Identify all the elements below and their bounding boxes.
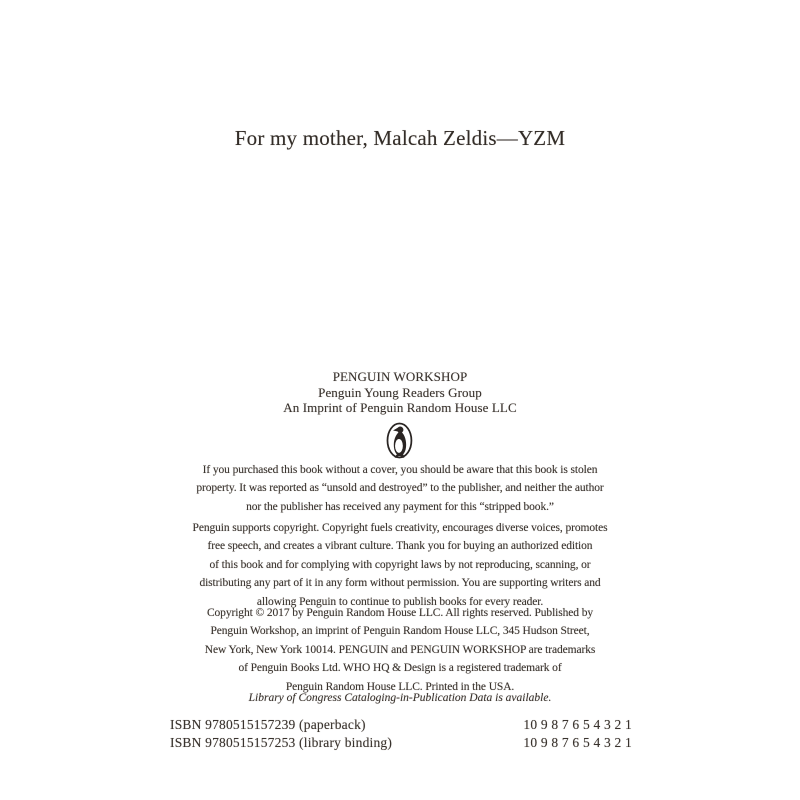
stolen-book-notice	[0, 461, 800, 516]
imprint-name: PENGUIN WORKSHOP	[332, 369, 468, 384]
loc-cataloging-line: Library of Congress Cataloging-in-Publication Data is available.	[248, 692, 552, 704]
support-line: Penguin supports copyright. Copyright fuels creativity, encourages diverse voices, promotes	[192, 522, 608, 534]
publisher-parent-company: An Imprint of Penguin Random House LLC	[283, 400, 517, 415]
printing-numbers: 10 9 8 7 6 5 4 3 2 1	[523, 717, 632, 732]
support-line: distributing any part of it in any form without permission. You are supporting writers and	[199, 577, 601, 590]
dedication-text: For my mother, Malcah Zeldis—YZM	[234, 126, 566, 150]
copyright-line: New York, New York 10014. PENGUIN and PENGUIN WORKSHOP are trademarks	[204, 643, 596, 656]
copyright-support-statement	[0, 519, 800, 611]
copyright-line: of Penguin Books Ltd. WHO HQ & Design is a registered trademark of	[238, 662, 562, 675]
notice-line: property. It was reported as “unsold and destroyed” to the publisher, and neither the author	[196, 482, 604, 495]
isbn-row-paperback	[170, 716, 632, 734]
notice-line: If you purchased this book without a cover, you should be aware that this book is stolen	[202, 464, 598, 476]
isbn-label: ISBN 9780515157253 (library binding)	[170, 734, 393, 750]
penguin-logo-icon	[386, 422, 413, 459]
publisher-group: Penguin Young Readers Group	[318, 384, 482, 400]
copyright-line: Copyright © 2017 by Penguin Random House LLC. All rights reserved. Published by	[206, 607, 594, 619]
copyright-line: Penguin Workshop, an imprint of Penguin Random House LLC, 345 Hudson Street,	[210, 625, 590, 638]
copyright-line: Penguin Random House LLC. Printed in the USA.	[285, 680, 515, 693]
notice-line: nor the publisher has received any payment for this “stripped book.”	[246, 500, 554, 513]
printing-numbers: 10 9 8 7 6 5 4 3 2 1	[523, 734, 632, 750]
publisher-block	[0, 369, 800, 416]
support-line: allowing Penguin to continue to publish books for every reader.	[256, 595, 544, 608]
isbn-label: ISBN 9780515157239 (paperback)	[170, 717, 366, 732]
isbn-row-library-binding	[170, 734, 632, 752]
support-line: free speech, and creates a vibrant culture. Thank you for buying an authorized edition	[207, 540, 593, 553]
support-line: of this book and for complying with copyright laws by not reproducing, scanning, or	[209, 558, 591, 571]
isbn-block	[170, 716, 632, 751]
copyright-notice	[0, 604, 800, 696]
